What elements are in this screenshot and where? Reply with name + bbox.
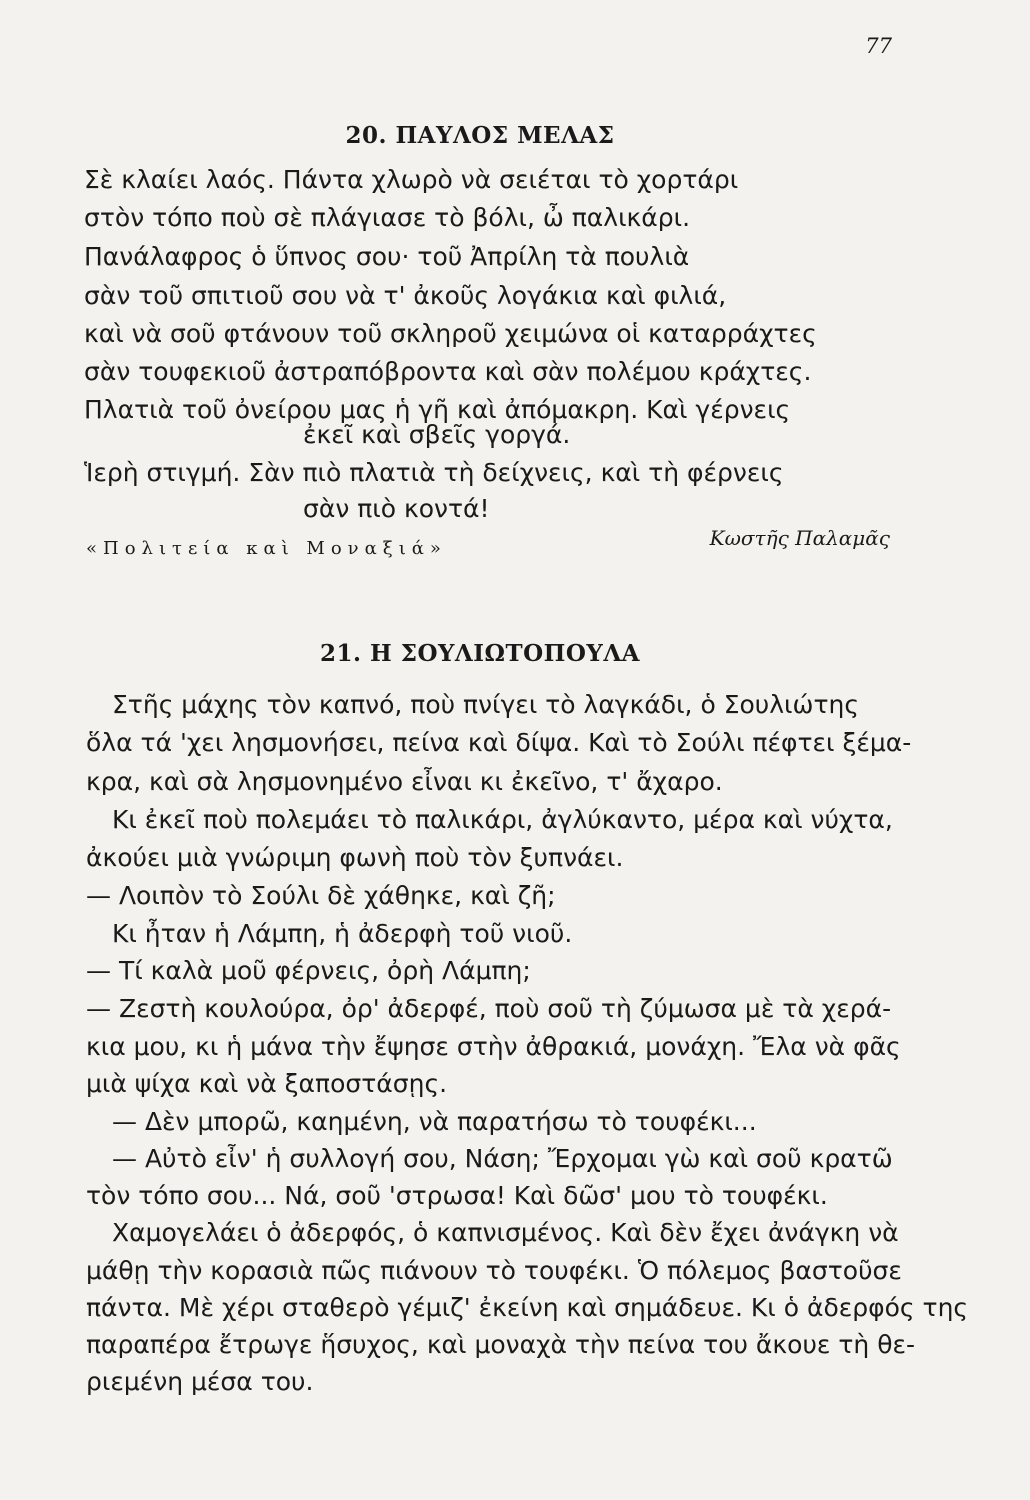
poem-line: σὰν τοῦ σπιτιοῦ σου νὰ τ' ἀκοῦς λογάκια καὶ φιλιά, xyxy=(84,281,727,310)
story-line: — Λοιπὸν τὸ Σούλι δὲ χάθηκε, καὶ ζῆ; xyxy=(86,881,556,910)
poem-line: Πανάλαφρος ὁ ὕπνος σου· τοῦ Ἀπρίλη τὰ πουλιὰ xyxy=(84,242,690,271)
story-line: τὸν τόπο σου... Νά, σοῦ 'στρωσα! Καὶ δῶσ' μου τὸ τουφέκι. xyxy=(86,1181,828,1210)
story-line: πάντα. Μὲ χέρι σταθερὸ γέμιζ' ἐκείνη καὶ σημάδευε. Κι ὁ ἀδερφός της xyxy=(86,1293,969,1322)
story-line: κρα, καὶ σὰ λησμονημένο εἶναι κι ἐκεῖνο, τ' ἄχαρο. xyxy=(86,767,723,796)
story-line: Χαμογελάει ὁ ἀδερφός, ὁ καπνισμένος. Καὶ δὲν ἔχει ἀνάγκη νὰ xyxy=(112,1218,899,1247)
story-line: παραπέρα ἔτρωγε ἥσυχος, καὶ μοναχὰ τὴν πείνα του ἄκουε τὴ θε- xyxy=(86,1330,916,1359)
poem-line-indented: ἐκεῖ καὶ σβεῖς γοργά. xyxy=(303,420,571,449)
story-line: ριεμένη μέσα του. xyxy=(86,1367,314,1396)
story-line: ὅλα τά 'χει λησμονήσει, πείνα καὶ δίψα. Καὶ τὸ Σούλι πέφτει ξέμα- xyxy=(86,728,912,757)
poem-line-indented: σὰν πιὸ κοντά! xyxy=(303,494,490,523)
poem-line: Σὲ κλαίει λαός. Πάντα χλωρὸ νὰ σειέται τὸ χορτάρι xyxy=(84,165,739,194)
story-line: μάθῃ τὴν κορασιὰ πῶς πιάνουν τὸ τουφέκι. Ὁ πόλεμος βαστοῦσε xyxy=(86,1256,902,1285)
poem-line: στὸν τόπο ποὺ σὲ πλάγιασε τὸ βόλι, ὦ παλικάρι. xyxy=(84,203,691,232)
poem-line: καὶ νὰ σοῦ φτάνουν τοῦ σκληροῦ χειμώνα οἱ καταρράχτες xyxy=(84,319,817,348)
story-line: — Τί καλὰ μοῦ φέρνεις, ὀρὴ Λάμπη; xyxy=(86,956,531,985)
story-line: — Ζεστὴ κουλούρα, ὀρ' ἀδερφέ, ποὺ σοῦ τὴ ζύμωσα μὲ τὰ χερά- xyxy=(86,994,892,1023)
story-line: ἀκούει μιὰ γνώριμη φωνὴ ποὺ τὸν ξυπνάει. xyxy=(86,843,624,872)
story-line: Κι ἦταν ἡ Λάμπη, ἡ ἀδερφὴ τοῦ νιοῦ. xyxy=(112,919,573,948)
story-line: — Αὐτὸ εἶν' ἡ συλλογή σου, Νάση; Ἔρχομαι γὼ καὶ σοῦ κρατῶ xyxy=(112,1144,893,1173)
story-line: Κι ἐκεῖ ποὺ πολεμάει τὸ παλικάρι, ἀγλύκαντο, μέρα καὶ νύχτα, xyxy=(112,805,893,834)
poem-author: Κωστῆς Παλαμᾶς xyxy=(709,526,890,550)
poem-line: Πλατιὰ τοῦ ὀνείρου μας ἡ γῆ καὶ ἀπόμακρη. Καὶ γέρνεις xyxy=(84,395,791,424)
poem-line: Ἱερὴ στιγμή. Σὰν πιὸ πλατιὰ τὴ δείχνεις, καὶ τὴ φέρνεις xyxy=(84,458,784,487)
poem-source: «Πολιτεία καὶ Μοναξιά» xyxy=(86,538,447,559)
page-number: 77 xyxy=(865,34,892,58)
story-line: μιὰ ψίχα καὶ νὰ ξαποστάσῃς. xyxy=(86,1069,448,1098)
story-heading: 21. Η ΣΟΥΛΙΩΤΟΠΟΥΛΑ xyxy=(319,640,641,667)
poem-line: σὰν τουφεκιοῦ ἀστραπόβροντα καὶ σὰν πολέμου κράχτες. xyxy=(84,357,812,386)
story-line: Στῆς μάχης τὸν καπνό, ποὺ πνίγει τὸ λαγκάδι, ὁ Σουλιώτης xyxy=(112,690,860,719)
story-line: κια μου, κι ἡ μάνα τὴν ἔψησε στὴν ἀθρακιά, μονάχη. Ἔλα νὰ φᾶς xyxy=(86,1032,901,1061)
story-line: — Δὲν μπορῶ, καημένη, νὰ παρατήσω τὸ τουφέκι... xyxy=(112,1107,757,1136)
poem-heading: 20. ΠΑΥΛΟΣ ΜΕΛΑΣ xyxy=(345,122,615,149)
